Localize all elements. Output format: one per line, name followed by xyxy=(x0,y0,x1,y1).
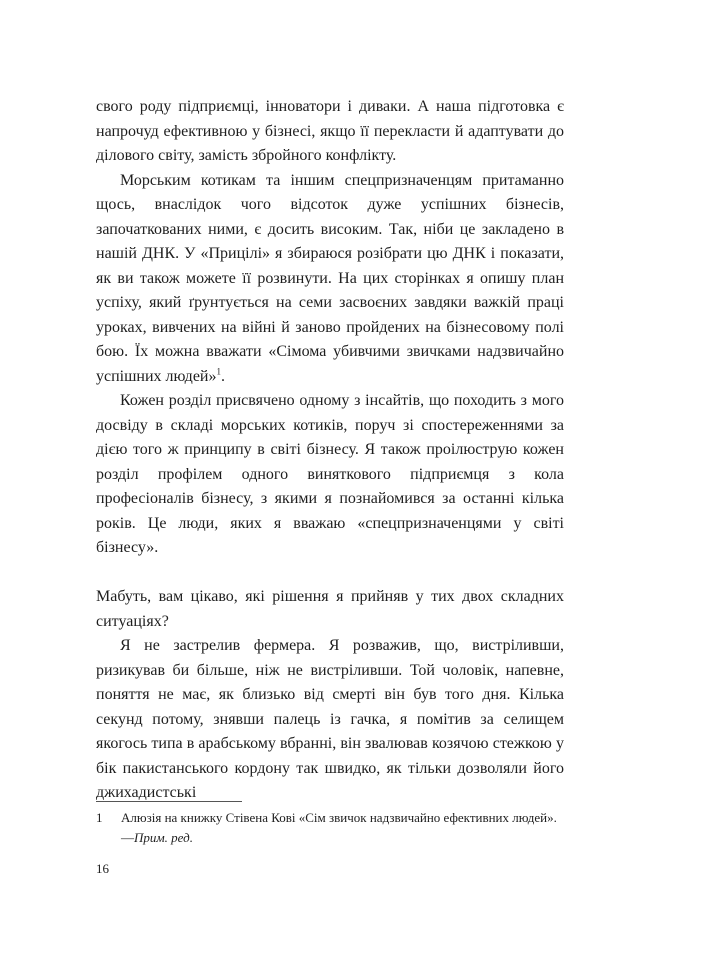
footnote xyxy=(96,808,564,848)
paragraph-end: . xyxy=(220,367,225,385)
paragraph xyxy=(96,169,564,390)
page-number: 16 xyxy=(96,861,109,876)
paragraph-text: Морським котикам та іншим спецпризначенцям притаманно щось, внаслідок чого відсоток дуже успішних бізнесів, започаткованих ними, є досить високим. Так, ніби це закладено в нашій ДНК. У «Прицілі» я збираюся розібрати цю ДНК і показати, як ви також можете її розвинути. На цих сторінках я опишу план успіху, який ґрунтується на семи засвоєних завдяки важкій праці уроках, вивчених на війні й заново пройдених на бізнесовому полі бою. Їх можна вважати «Сімома убивчими звичками надзвичайно успішних людей» xyxy=(96,171,564,385)
main-text xyxy=(96,95,564,806)
footnote-editor-note: Прим. ред. xyxy=(134,830,193,845)
footnote-reference[interactable]: 1 xyxy=(216,366,221,377)
paragraph: свого роду підприємці, інноватори і диваки. А наша підготовка є напрочуд ефективною у бізнесі, якщо її перекласти й адаптувати до ділового світу, замість збройного конфлікту. xyxy=(96,98,564,164)
footnote-number: 1 xyxy=(96,810,103,825)
paragraph: Мабуть, вам цікаво, які рішення я прийняв у тих двох складних ситуаціях? xyxy=(96,588,564,630)
footnote-body: Алюзія на книжку Стівена Кові «Сім звичок надзвичайно ефективних людей».— xyxy=(121,810,557,845)
paragraph: Я не застрелив фермера. Я розважив, що, вистріливши, ризикував би більше, ніж не вистріливши. Той чоловік, напевне, поняття не має, як близько від смерті він був того дня. Кілька секунд потому, знявши палець із гачка, я помітив за селищем якогось типа в арабському вбранні, він звалював козячою стежкою у бік пакистанського кордону так швидко, як тільки дозволяли його джихадистські xyxy=(96,637,564,801)
footnote-text xyxy=(121,808,564,848)
paragraph: Кожен розділ присвячено одному з інсайтів, що походить з мого досвіду в складі морських котиків, поруч зі спостереженнями за дією того ж принципу в світі бізнесу. Я також проілюструю кожен розділ профілем одного виняткового підприємця з кола професіоналів бізнесу, з якими я познайомився за останні кілька років. Це люди, яких я вважаю «спецпризначенцями у світі бізнесу». xyxy=(96,392,564,556)
footnote-divider xyxy=(96,801,242,802)
